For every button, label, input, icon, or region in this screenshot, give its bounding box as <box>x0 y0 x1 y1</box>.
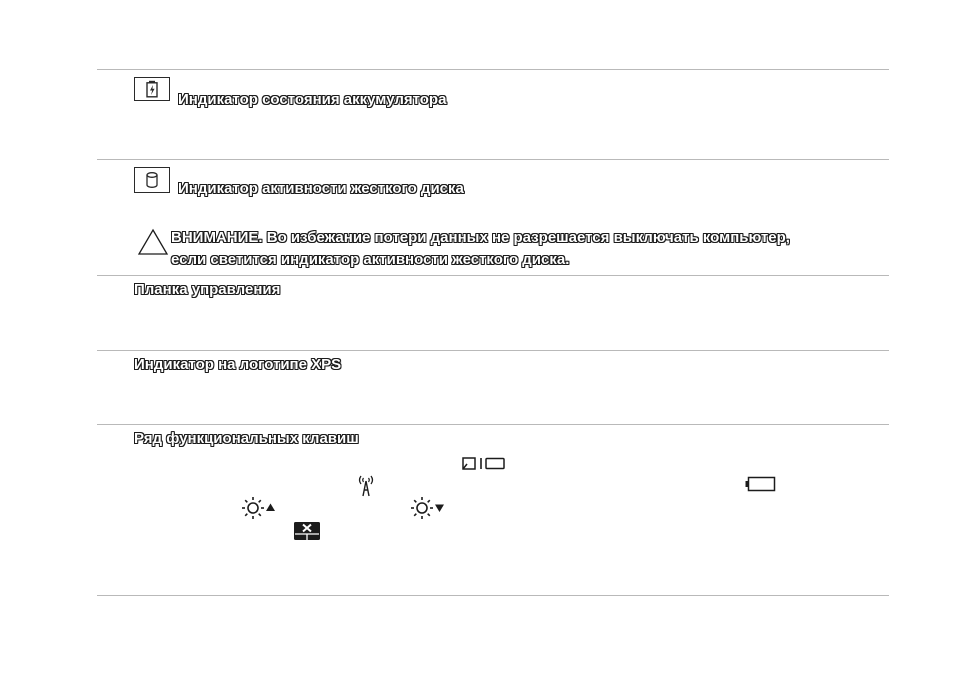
warning-notice <box>171 229 891 269</box>
brightness-up-icon <box>241 496 277 520</box>
touchpad-disable-icon <box>293 521 321 541</box>
xps-logo-indicator-title: Индикатор на логотипе XPS <box>134 356 342 373</box>
hard-drive-icon <box>134 167 170 193</box>
divider <box>97 595 889 596</box>
warning-message-line1: Во избежание потери данных не разрешается выключать компьютер, <box>266 229 790 246</box>
display-switch-icon <box>461 455 507 473</box>
function-keys-title: Ряд функциональных клавиш <box>134 430 359 447</box>
warning-label: ВНИМАНИЕ. <box>171 229 263 246</box>
warning-message-line2: если светится индикатор активности жесткого диска. <box>171 251 570 268</box>
divider <box>97 350 889 351</box>
battery-icon <box>745 476 777 492</box>
wireless-icon <box>356 474 376 498</box>
divider <box>97 159 889 160</box>
battery-charging-icon <box>134 77 170 101</box>
divider <box>97 275 889 276</box>
warning-text-line1 <box>171 229 891 247</box>
battery-status-title: Индикатор состояния аккумулятора <box>178 91 447 108</box>
brightness-down-icon <box>410 496 446 520</box>
divider <box>97 69 889 70</box>
divider <box>97 424 889 425</box>
hdd-activity-title: Индикатор активности жесткого диска <box>178 180 464 197</box>
control-strip-title: Планка управления <box>134 281 281 298</box>
warning-triangle-icon <box>137 228 169 256</box>
